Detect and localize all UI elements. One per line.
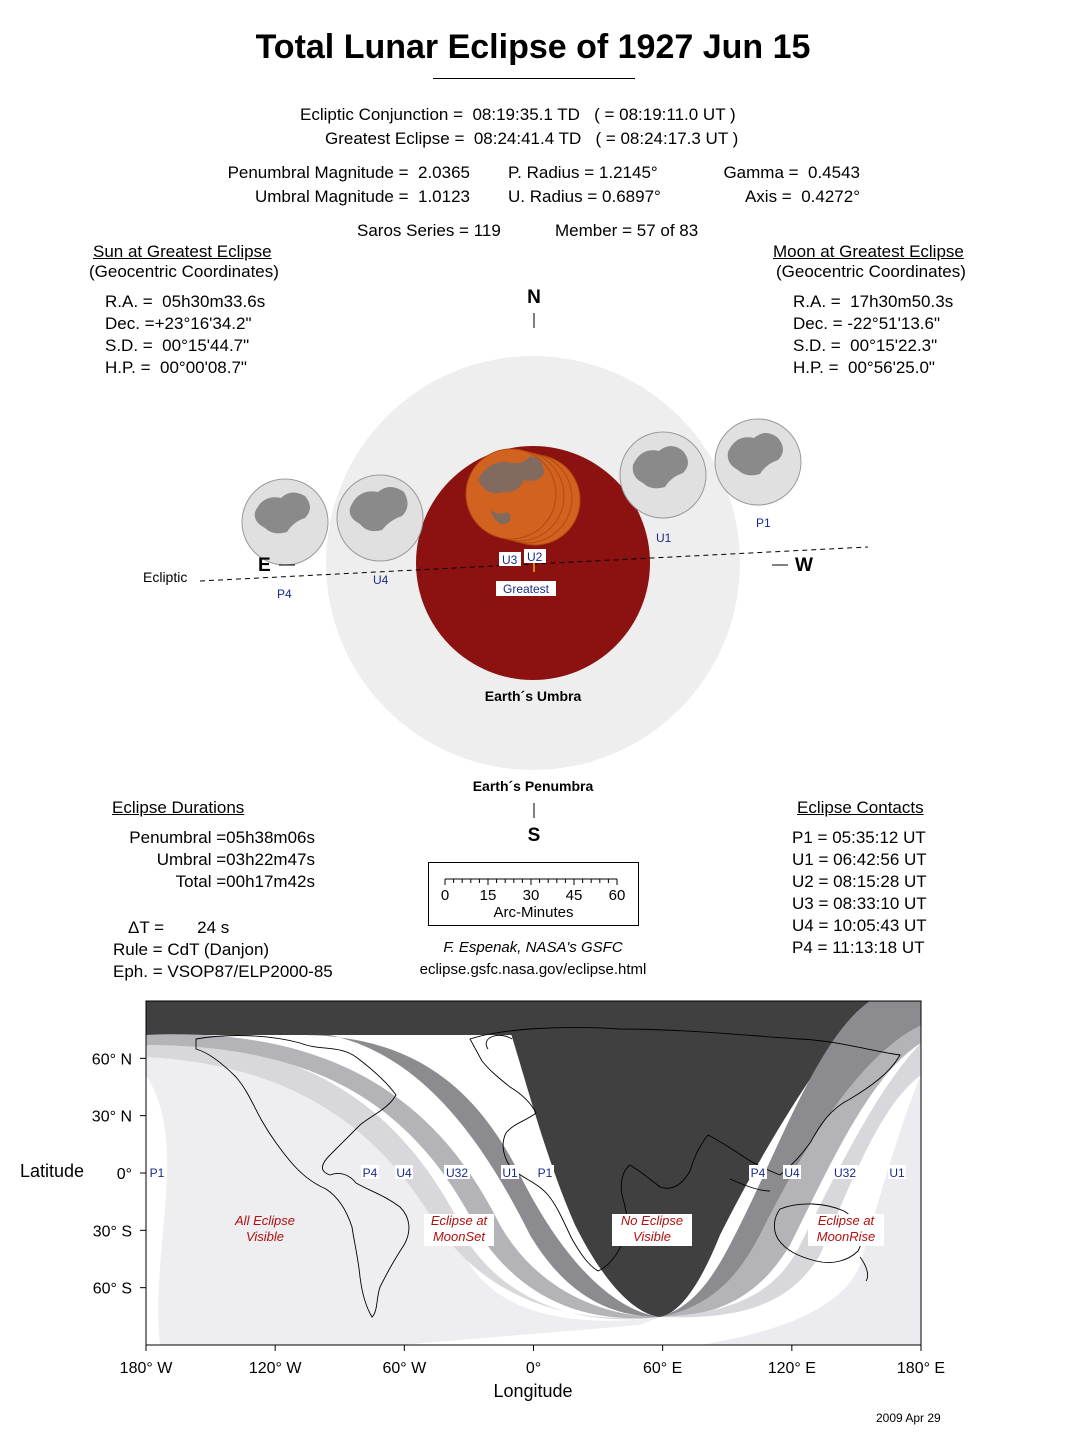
duration-umbral: Umbral =03h22m47s [156,850,315,869]
scale-tick-label: 0 [440,887,450,904]
moon-subheading: (Geocentric Coordinates) [776,262,966,281]
map-contact-label: P1 [537,1166,553,1180]
label-greatest: Greatest [502,582,550,596]
map-contact-label: U1 [502,1166,518,1180]
date-stamp: 2009 Apr 29 [876,1411,941,1425]
umbral-magnitude: Umbral Magnitude = 1.0123 [254,187,470,206]
label-u4: U4 [373,573,389,587]
umbra-label: Earth´s Umbra [484,688,582,704]
longitude-tick-label: 60° E [643,1360,683,1377]
contact-row: U2 = 08:15:28 UT [792,872,927,891]
svg-text:MoonSet: MoonSet [432,1229,486,1244]
latitude-tick-label: 60° S [92,1280,132,1298]
region-no-eclipse [612,1213,692,1246]
credit-author: F. Espenak, NASA's GSFC [443,939,623,956]
svg-text:Eclipse at: Eclipse at [430,1213,488,1228]
conjunction-row: Ecliptic Conjunction = 08:19:35.1 TD ( = 08:19:11.0 UT ) [300,105,736,124]
scale-tick-label: 30 [522,887,540,904]
moon-heading: Moon at Greatest Eclipse [773,242,964,261]
moon-p1 [715,419,801,505]
moon-u4 [337,475,423,561]
ecliptic-label: Ecliptic [143,569,188,585]
contact-row: P4 = 11:13:18 UT [792,938,925,957]
contact-row: U3 = 08:33:10 UT [792,894,927,913]
svg-text:Visible: Visible [632,1229,672,1244]
latitude-tick-label: 30° S [92,1223,132,1241]
label-u1: U1 [656,531,672,545]
saros-member: Member = 57 of 83 [555,221,699,240]
moon-ra: R.A. = 17h30m50.3s [793,292,954,311]
svg-text:No Eclipse: No Eclipse [620,1213,684,1228]
moon-hp: H.P. = 00°56'25.0" [793,358,935,377]
credit-url: eclipse.gsfc.nasa.gov/eclipse.html [419,961,647,978]
contact-row: P1 = 05:35:12 UT [792,828,926,847]
eclipse-diagram [0,280,1082,850]
sun-heading: Sun at Greatest Eclipse [93,242,272,261]
svg-text:Eclipse at: Eclipse at [817,1213,875,1228]
label-p4: P4 [277,587,292,601]
greatest-row: Greatest Eclipse = 08:24:41.4 TD ( = 08:24:17.3 UT ) [325,129,739,148]
map-contact-label: U1 [889,1166,905,1180]
longitude-tick-label: 120° E [767,1360,816,1377]
svg-text:All Eclipse: All Eclipse [235,1213,295,1228]
moon-sd: S.D. = 00°15'22.3" [793,336,938,355]
map-contact-label: P4 [362,1166,378,1180]
u-radius: U. Radius = 0.6897° [508,187,661,206]
longitude-tick-label: 120° W [248,1360,302,1377]
scale-tick-label: 60 [608,887,626,904]
map-contact-label: P4 [750,1166,766,1180]
sun-dec: Dec. =+23°16'34.2" [105,314,252,333]
longitude-tick-label: 180° W [119,1360,173,1377]
scale-tick-label: 15 [479,887,497,904]
sun-subheading: (Geocentric Coordinates) [89,262,279,281]
moon-dec: Dec. = -22°51'13.6" [793,314,940,333]
contact-row: U1 = 06:42:56 UT [792,850,927,869]
ephemeris: Eph. = VSOP87/ELP2000-85 [113,962,333,981]
region-moonset [424,1213,494,1246]
rule: Rule = CdT (Danjon) [113,940,270,959]
latitude-tick-label: 0° [116,1166,132,1183]
contact-row: U4 = 10:05:43 UT [792,916,927,935]
scale-caption: Arc-Minutes [493,904,574,921]
map-contact-label: U4 [396,1166,412,1180]
axis: Axis = 0.4272° [744,187,860,206]
visibility-map [0,995,1082,1405]
east-label: E [258,555,271,576]
penumbral-magnitude: Penumbral Magnitude = 2.0365 [227,163,470,182]
west-label: W [795,555,813,576]
page-title: Total Lunar Eclipse of 1927 Jun 15 [255,28,811,66]
gamma: Gamma = 0.4543 [723,163,860,182]
penumbra-label: Earth´s Penumbra [472,778,594,794]
svg-text:Visible: Visible [245,1229,285,1244]
map-contact-label: U4 [784,1166,800,1180]
longitude-tick-label: 0° [525,1360,542,1377]
durations-heading: Eclipse Durations [112,798,245,817]
longitude-axis-label: Longitude [493,1381,573,1401]
svg-text:MoonRise: MoonRise [816,1229,876,1244]
map-contact-label: P1 [149,1166,165,1180]
sun-ra: R.A. = 05h30m33.6s [105,292,266,311]
map-contact-label: U32 [833,1166,857,1180]
latitude-tick-label: 30° N [91,1108,132,1126]
moon-p4 [242,479,328,565]
saros-series: Saros Series = 119 [357,221,501,240]
duration-total: Total =00h17m42s [175,872,315,891]
p-radius: P. Radius = 1.2145° [508,163,658,182]
region-moonrise [808,1213,884,1246]
longitude-ticks [120,1345,945,1377]
longitude-tick-label: 180° E [896,1360,946,1377]
latitude-ticks [92,1051,146,1297]
duration-penumbral: Penumbral =05h38m06s [129,828,315,847]
label-u3: U3 [502,553,518,567]
sun-hp: H.P. = 00°00'08.7" [105,358,247,377]
title-rule [433,78,635,79]
label-p1: P1 [756,516,771,530]
north-label: N [527,287,541,308]
latitude-axis-label: Latitude [19,1161,85,1181]
south-label: S [527,825,541,846]
contacts-heading: Eclipse Contacts [797,798,924,817]
moon-u1 [620,432,706,518]
map-contact-label: U32 [445,1166,469,1180]
scale-tick-label: 45 [565,887,583,904]
label-u2: U2 [527,550,543,564]
sun-sd: S.D. = 00°15'44.7" [105,336,250,355]
longitude-tick-label: 60° W [382,1360,427,1377]
latitude-tick-label: 60° N [91,1051,132,1069]
arc-minute-scale [428,862,639,926]
delta-t: ΔT = 24 s [128,918,230,937]
